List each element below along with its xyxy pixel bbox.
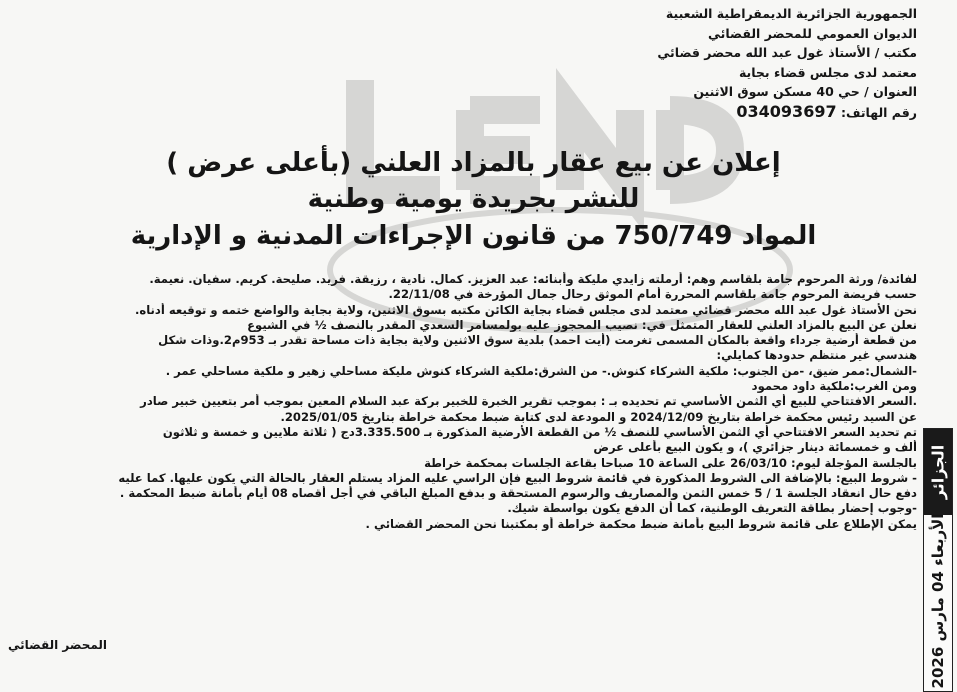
body-line: نحن الأستاذ غول عبد الله محضر قضائي معتمد لدى مجلس قضاء بجاية الكائن مكتبه بسوق الاثنين، ولاية بجاية والواضع ختمه و توقيعه أدناه. (134, 302, 917, 317)
phone-value: 034093697 (736, 101, 837, 121)
announcement-body (10, 272, 917, 532)
body-line: ومن الغرب:ملكية داود محمود (751, 379, 917, 394)
title-publication: للنشر بجريدة يومية وطنية (307, 184, 640, 214)
office-header (497, 4, 917, 122)
body-line: -وجوب إحضار بطاقة التعريف الوطنية، كما أن الدفع يكون بواسطة شيك. (507, 501, 917, 516)
signature-bailiff: المحضر القضائي (8, 638, 108, 652)
body-line: - شروط البيع: بالإضافة الى الشروط المذكورة في قائمة شروط البيع فإن الراسي عليه المزاد يستلم العقار بالحالة التي يكون عليها. كما عليه (118, 470, 917, 485)
title-auction: إعلان عن بيع عقار بالمزاد العلني (بأعلى عرض ) (166, 148, 781, 178)
newspaper-side-strip (923, 428, 953, 692)
newspaper-logo (924, 429, 952, 515)
body-line: حسب فريضة المرحوم جامة بلقاسم المحررة أمام الموثق رحال جمال المؤرخة في 22/11/08. (388, 287, 917, 302)
phone-label: رقم الهاتف: (840, 104, 917, 120)
header-phone (497, 102, 917, 123)
body-line: من قطعة أرضية جرداء واقعة بالمكان المسمى تغرمت (أيت احمد) بلدية سوق الاثنين ولاية بجاية ذات مساحة تقدر بـ 953م2.وذات شكل (158, 333, 917, 348)
announcement-titles (30, 145, 917, 255)
header-line-accreditation: معتمد لدى مجلس قضاء بجاية (738, 64, 917, 80)
header-line-republic: الجمهورية الجزائرية الديمقراطية الشعبية (665, 6, 917, 21)
body-line: هندسي غير منتظم حدودها كمايلي: (716, 348, 917, 363)
body-line: -الشمال:ممر ضيق، -من الجنوب: ملكية الشركاء كنوش.- من الشرق:ملكية الشركاء كنوش مليكة مساحلي زهير و ملكية مساحلي عمر . (165, 363, 917, 378)
body-line: .السعر الافتتاحي للبيع أي الثمن الأساسي تم تحديده بـ : بموجب تقرير الخبرة للخبير بركة عبد السلام المعين بموجب أمر بتعيين خبير صادر (140, 394, 917, 409)
body-line: ألف و خمسمائة دينار جزائري )، و يكون البيع بأعلى عرض (593, 440, 917, 455)
title-legal-articles: المواد 750/749 من قانون الإجراءات المدنية و الإدارية (130, 221, 817, 251)
newspaper-logo-text: الجزائر (928, 444, 948, 500)
body-line: بالجلسة المؤجلة ليوم: 26/03/10 على الساعة 10 صباحا بقاعة الجلسات بمحكمة خراطة (424, 455, 917, 470)
header-line-office: الديوان العمومي للمحضر القضائي (708, 25, 917, 41)
body-line: دفع حال انعقاد الجلسة 1 / 5 خمس الثمن والمصاريف والرسوم المستحقة و بدفع المبلغ الباقي في أجل أقصاه 08 أيام بأمانة ضبط المحكمة . (119, 486, 917, 501)
body-line: لفائدة/ ورثة المرحوم جامة بلقاسم وهم: أرملته زايدي مليكة وأبنائه: عبد العزيز. كمال. نادية ، رزيقة. فريد. صليحة. كريم. سفيان. نعيمة. (149, 272, 917, 286)
body-line: تم تحديد السعر الافتتاحي أي الثمن الأساسي للنصف ½ من القطعة الأرضية المذكورة بـ 3.335.500دج ( ثلاثة ملايين و خمسة و ثلاثون (162, 424, 917, 439)
publication-date: الأربعاء 04 مارس 2026 (929, 513, 947, 689)
body-line: نعلن عن البيع بالمزاد العلني للعقار المتمثل في: نصيب المحجوز عليه بولمسامر السعدي المقدر بالنصف ½ في الشيوع (247, 317, 917, 332)
header-line-bailiff: مكتب / الأستاذ غول عبد الله محضر قضائي (657, 45, 917, 60)
header-line-address: العنوان / حي 40 مسكن سوق الاثنين (693, 84, 917, 99)
body-line: عن السيد رئيس محكمة خراطة بتاريخ 2024/12/09 و المودعة لدى كتابة ضبط محكمة خراطة بتاريخ 2025/01/05. (280, 409, 917, 424)
body-line: يمكن الإطلاع على قائمة شروط البيع بأمانة ضبط محكمة خراطة أو بمكتبنا نحن المحضر القضائي . (365, 516, 917, 531)
